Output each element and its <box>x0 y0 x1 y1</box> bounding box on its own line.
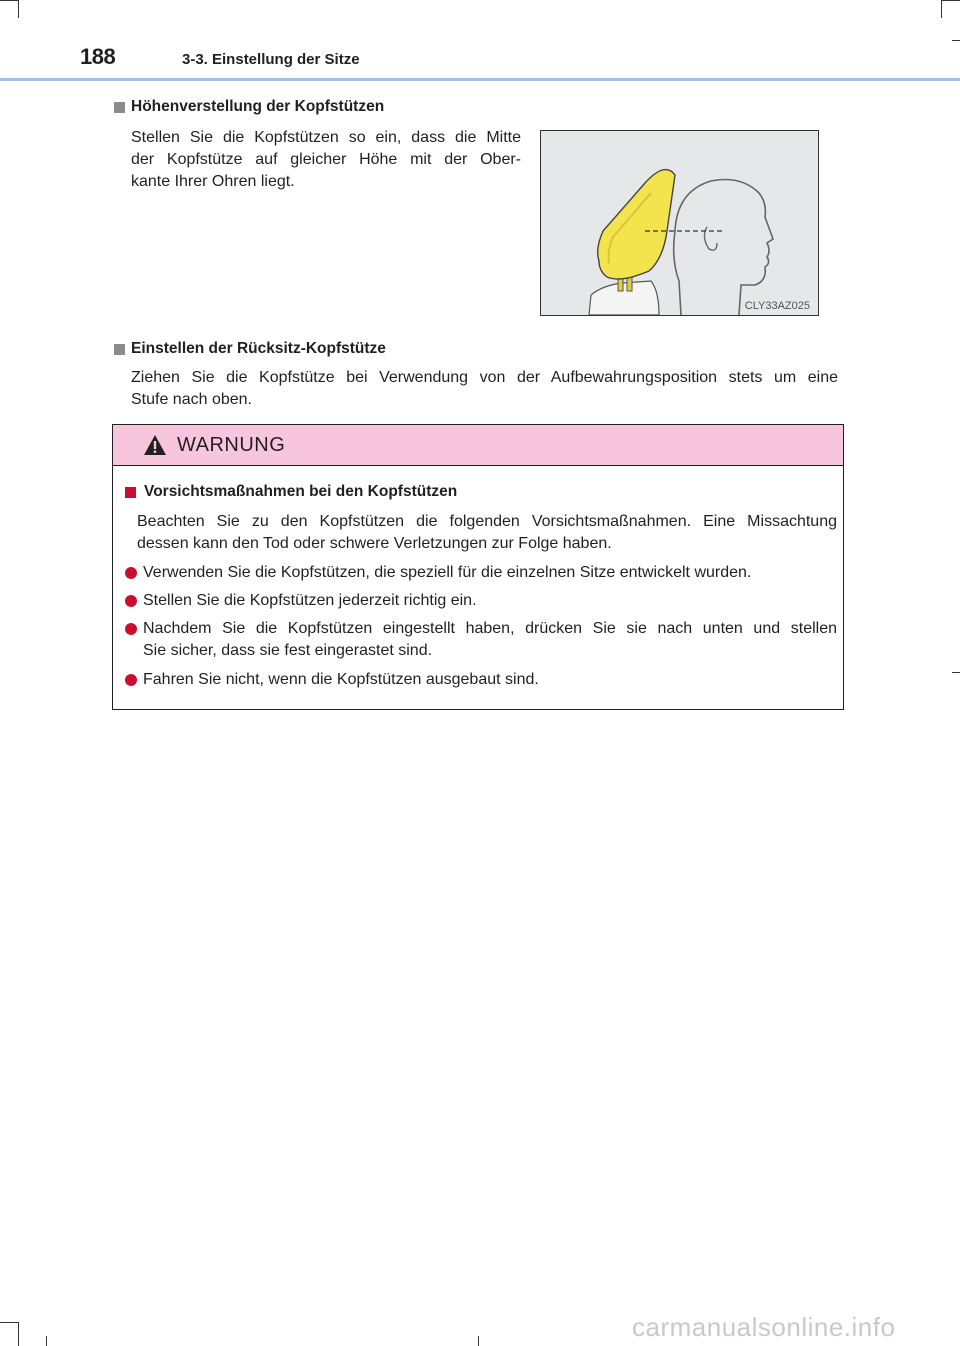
warning-bullet <box>125 590 837 612</box>
body-line: Stufe nach oben. <box>131 391 252 408</box>
watermark: carmanualsonline.info <box>632 1312 896 1342</box>
section-heading-rear <box>114 340 386 358</box>
body-line: Ziehen Sie die Kopfstütze bei Verwendung von der Aufbewahrungsposition stets um eine <box>131 369 838 386</box>
headrest-illustration <box>540 130 819 316</box>
crop-mark <box>18 1322 19 1346</box>
seat-back-shape <box>589 281 659 315</box>
body-line: kante Ihrer Ohren liegt. <box>131 173 295 190</box>
warning-box <box>112 424 844 710</box>
round-bullet-icon <box>125 595 137 607</box>
warning-subheading <box>125 483 457 501</box>
square-bullet-icon <box>114 102 125 113</box>
section-heading-height <box>114 98 384 116</box>
crop-mark <box>478 1336 479 1346</box>
square-bullet-icon <box>114 344 125 355</box>
warning-intro-line: dessen kann den Tod oder schwere Verletzungen zur Folge haben. <box>137 535 612 552</box>
warning-bullet <box>125 669 837 691</box>
warning-subheading-text: Vorsichtsmaßnahmen bei den Kopfstützen <box>144 483 458 500</box>
round-bullet-icon <box>125 567 137 579</box>
bullet-line: Sie sicher, dass sie fest eingerastet sind. <box>143 642 433 659</box>
warning-triangle-icon <box>143 434 167 456</box>
headrest-drawing <box>541 131 818 315</box>
crop-mark <box>46 1336 47 1346</box>
figure-code: CLY33AZ025 <box>744 300 810 312</box>
warning-title: WARNUNG <box>177 433 286 456</box>
round-bullet-icon <box>125 674 137 686</box>
body-line: Stellen Sie die Kopfstützen so ein, dass die Mitte <box>131 129 521 146</box>
round-bullet-icon <box>125 623 137 635</box>
crop-mark <box>18 0 19 18</box>
bullet-line: Stellen Sie die Kopfstützen jederzeit richtig ein. <box>143 592 477 609</box>
warning-header <box>113 425 843 466</box>
crop-mark <box>952 672 960 673</box>
warning-intro-line: Beachten Sie zu den Kopfstützen die folgenden Vorsichtsmaßnahmen. Eine Missachtung <box>137 513 837 530</box>
section-body-rear <box>131 367 838 411</box>
section-heading-text: Einstellen der Rücksitz-Kopfstütze <box>131 340 386 357</box>
section-title: 3-3. Einstellung der Sitze <box>182 51 360 68</box>
bullet-line: Nachdem Sie die Kopfstützen eingestellt haben, drücken Sie sie nach unten und stellen <box>143 620 837 637</box>
head-outline <box>674 180 773 316</box>
section-heading-text: Höhenverstellung der Kopfstützen <box>131 98 385 115</box>
body-line: der Kopfstütze auf gleicher Höhe mit der Ober- <box>131 151 521 168</box>
header-rule <box>0 78 960 81</box>
page-number: 188 <box>80 44 116 69</box>
bullet-line: Fahren Sie nicht, wenn die Kopfstützen ausgebaut sind. <box>143 671 539 688</box>
crop-mark <box>952 40 960 41</box>
crop-mark <box>0 0 18 1</box>
warning-intro <box>137 511 837 555</box>
crop-mark <box>942 0 960 1</box>
crop-mark <box>941 0 942 18</box>
bullet-line: Verwenden Sie die Kopfstützen, die speziell für die einzelnen Sitze entwickelt wurden. <box>143 564 752 581</box>
square-bullet-icon <box>125 487 136 498</box>
warning-bullet <box>125 618 837 662</box>
section-body-height <box>131 127 521 193</box>
warning-bullet <box>125 562 837 584</box>
crop-mark <box>0 1322 18 1323</box>
